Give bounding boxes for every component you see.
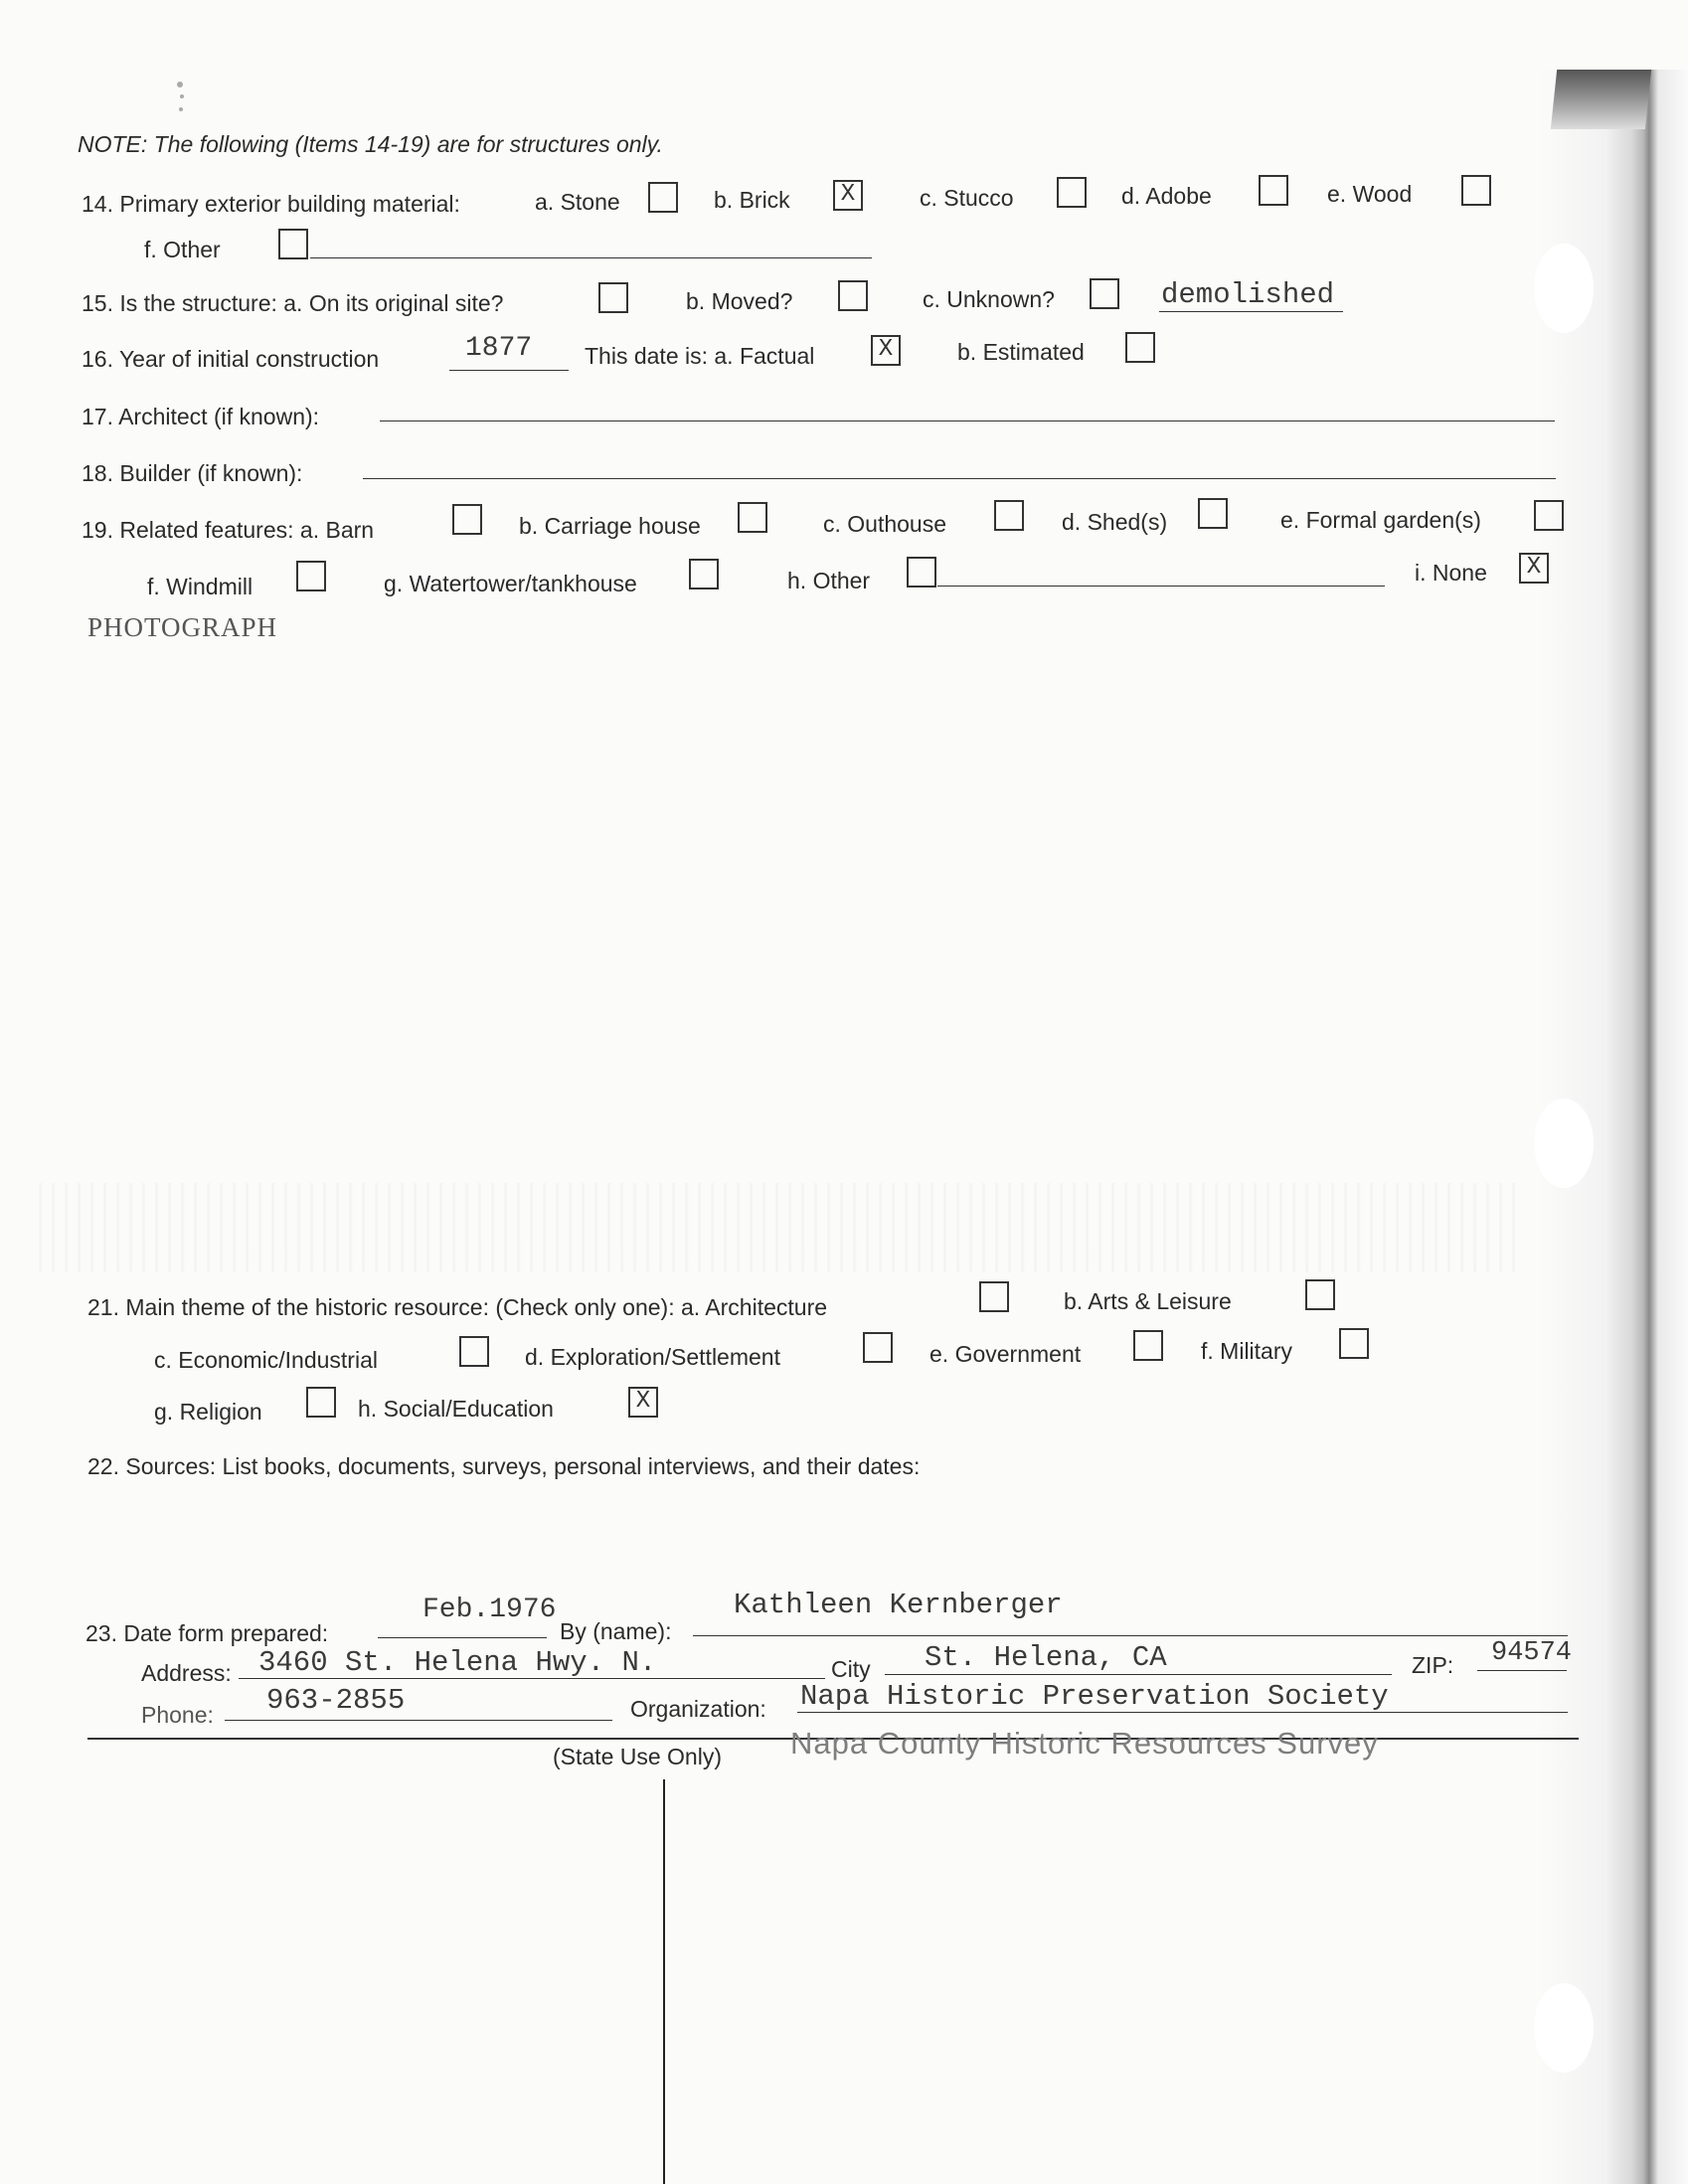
item23-org-line: [797, 1712, 1568, 1713]
item14-adobe-checkbox[interactable]: [1259, 175, 1288, 206]
item21-social-checkbox[interactable]: X: [628, 1387, 658, 1418]
item14-other-line: [310, 257, 872, 258]
item21-religion-label: g. Religion: [154, 1399, 262, 1425]
item15-unknown-checkbox[interactable]: [1090, 278, 1119, 309]
item14-brick-checkbox[interactable]: X: [833, 180, 863, 211]
item14-stucco-checkbox[interactable]: [1057, 177, 1087, 208]
item23-org-value: Napa Historic Preservation Society: [800, 1680, 1389, 1713]
item16-estimated-checkbox[interactable]: [1125, 332, 1155, 363]
item19-carriage-label: b. Carriage house: [519, 513, 701, 539]
survey-stamp: Napa County Historic Resources Survey: [790, 1726, 1379, 1761]
item23-city-value: St. Helena, CA: [925, 1641, 1167, 1674]
item18-line: [363, 478, 1556, 479]
item19-none-label: i. None: [1415, 560, 1487, 586]
state-use-label: (State Use Only): [553, 1744, 722, 1769]
item19-garden-checkbox[interactable]: [1534, 500, 1564, 531]
item16-year-line: [449, 370, 569, 371]
item23-phone-line: [225, 1720, 612, 1721]
state-use-vertical-divider: [663, 1779, 665, 2184]
item23-zip-line: [1477, 1670, 1567, 1671]
item23-date-line: [378, 1637, 547, 1638]
item14-other-label: f. Other: [144, 237, 221, 262]
item17-label: 17. Architect (if known):: [82, 404, 320, 429]
item15-original-site-checkbox[interactable]: [598, 282, 628, 313]
item21-economic-label: c. Economic/Industrial: [154, 1347, 378, 1373]
item23-address-line: [239, 1678, 825, 1679]
item15-demolished-entry: demolished: [1161, 278, 1335, 311]
item15-unknown-label: c. Unknown?: [923, 286, 1055, 312]
item19-outhouse-label: c. Outhouse: [823, 511, 947, 537]
item19-other-checkbox[interactable]: [907, 557, 936, 588]
item19-other-line: [937, 586, 1385, 587]
item15-demolished-line: [1159, 311, 1343, 312]
item19-barn-checkbox[interactable]: [452, 504, 482, 535]
item23-address-label: Address:: [141, 1660, 232, 1686]
item19-watertower-checkbox[interactable]: [689, 559, 719, 589]
item23-city-label: City: [831, 1656, 871, 1682]
item22-label: 22. Sources: List books, documents, surveys, personal interviews, and their dates:: [87, 1453, 921, 1479]
item14-wood-checkbox[interactable]: [1461, 175, 1491, 206]
item19-watertower-label: g. Watertower/tankhouse: [384, 571, 637, 596]
item23-org-label: Organization:: [630, 1696, 766, 1722]
item23-zip-value: 94574: [1491, 1638, 1573, 1668]
item23-date-value: Feb.1976: [422, 1595, 557, 1625]
item14-option-wood: e. Wood: [1327, 181, 1413, 207]
item21-arts-checkbox[interactable]: [1305, 1279, 1335, 1310]
item19-windmill-checkbox[interactable]: [296, 561, 326, 591]
item14-stone-checkbox[interactable]: [648, 182, 678, 213]
item21-military-label: f. Military: [1201, 1338, 1292, 1364]
item15-label: 15. Is the structure: a. On its original site?: [82, 290, 504, 316]
item16-this-date-label: This date is: a. Factual: [585, 343, 815, 369]
item19-none-checkbox[interactable]: X: [1519, 553, 1549, 584]
item21-label: 21. Main theme of the historic resource: (Check only one): a. Architecture: [87, 1294, 828, 1320]
item16-label: 16. Year of initial construction: [82, 346, 380, 372]
item16-estimated-label: b. Estimated: [957, 339, 1085, 365]
item21-government-checkbox[interactable]: [1133, 1330, 1163, 1361]
item17-line: [380, 420, 1555, 421]
item14-other-checkbox[interactable]: [278, 229, 308, 259]
item21-economic-checkbox[interactable]: [459, 1336, 489, 1367]
scan-noise-band: [30, 1183, 1521, 1272]
item23-city-line: [885, 1674, 1392, 1675]
item23-date-label: 23. Date form prepared:: [85, 1620, 329, 1646]
item19-other-label: h. Other: [787, 568, 871, 593]
punch-hole: [1534, 1098, 1594, 1188]
item19-shed-checkbox[interactable]: [1198, 498, 1228, 529]
item21-government-label: e. Government: [929, 1341, 1082, 1367]
item21-exploration-label: d. Exploration/Settlement: [525, 1344, 780, 1370]
item21-social-label: h. Social/Education: [358, 1396, 554, 1422]
item19-label: 19. Related features: a. Barn: [82, 517, 375, 543]
item19-shed-label: d. Shed(s): [1062, 509, 1168, 535]
scan-speck: [180, 94, 184, 98]
item19-outhouse-checkbox[interactable]: [994, 500, 1024, 531]
item16-factual-checkbox[interactable]: X: [871, 335, 901, 366]
item21-architecture-checkbox[interactable]: [979, 1281, 1009, 1312]
item23-phone-value: 963-2855: [266, 1684, 406, 1717]
photograph-label: PHOTOGRAPH: [87, 612, 278, 642]
item23-by-line: [693, 1635, 1568, 1636]
item19-windmill-label: f. Windmill: [147, 574, 253, 599]
item15-moved-checkbox[interactable]: [838, 280, 868, 311]
punch-hole: [1534, 244, 1594, 333]
item21-arts-label: b. Arts & Leisure: [1064, 1288, 1232, 1314]
item23-by-value: Kathleen Kernberger: [734, 1589, 1063, 1621]
scan-speck: [177, 82, 183, 87]
item21-military-checkbox[interactable]: [1339, 1328, 1369, 1359]
item23-address-value: 3460 St. Helena Hwy. N.: [258, 1646, 657, 1679]
page-corner-fold: [1551, 70, 1651, 129]
item18-label: 18. Builder (if known):: [82, 460, 303, 486]
item23-zip-label: ZIP:: [1412, 1652, 1454, 1678]
item16-year-value: 1877: [465, 333, 533, 364]
scan-speck: [179, 107, 183, 111]
punch-hole: [1534, 1983, 1594, 2073]
item19-garden-label: e. Formal garden(s): [1280, 507, 1481, 533]
item21-religion-checkbox[interactable]: [306, 1387, 336, 1418]
item23-by-label: By (name):: [560, 1618, 672, 1644]
item14-option-stucco: c. Stucco: [920, 185, 1014, 211]
item15-moved-label: b. Moved?: [686, 288, 793, 314]
structures-note: NOTE: The following (Items 14-19) are for structures only.: [78, 131, 663, 157]
item21-exploration-checkbox[interactable]: [863, 1332, 893, 1363]
item14-option-brick: b. Brick: [714, 187, 790, 213]
item19-carriage-checkbox[interactable]: [738, 502, 767, 533]
item14-label: 14. Primary exterior building material:: [82, 191, 460, 217]
item23-phone-label: Phone:: [141, 1702, 214, 1728]
item14-option-adobe: d. Adobe: [1121, 183, 1212, 209]
item14-option-stone: a. Stone: [535, 189, 620, 215]
